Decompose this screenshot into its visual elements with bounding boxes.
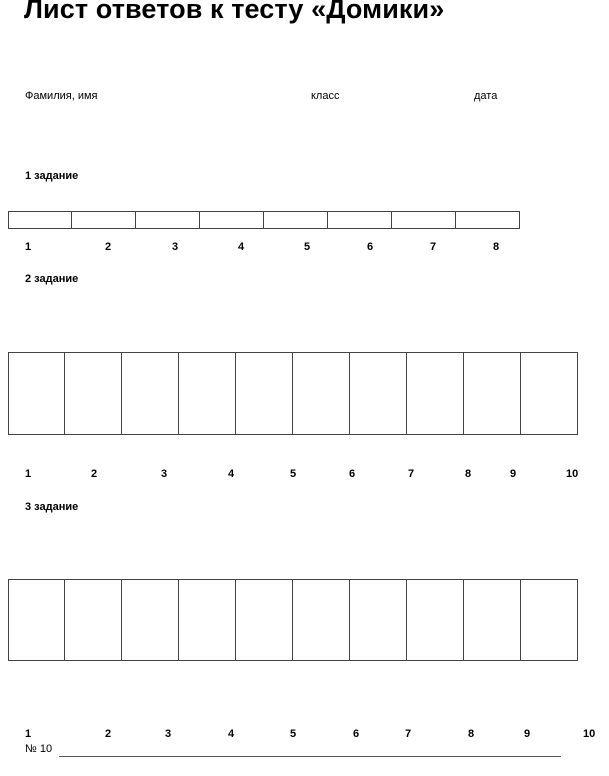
task-3-number: 10 — [583, 728, 596, 740]
page-title: Лист ответов к тесту «Домики» — [24, 0, 445, 24]
task-2-number: 7 — [408, 468, 415, 480]
task-3-number: 9 — [524, 728, 531, 740]
task-2-number: 6 — [349, 468, 356, 480]
task-2-number: 4 — [228, 468, 235, 480]
task-1-number: 6 — [367, 241, 374, 253]
task-2-number: 2 — [91, 468, 98, 480]
task-2-answer-box[interactable] — [235, 352, 293, 435]
task-3-number: 1 — [25, 728, 32, 740]
task-3-number: 7 — [405, 728, 412, 740]
task-2-number: 5 — [290, 468, 297, 480]
task-2-answer-box[interactable] — [406, 352, 464, 435]
task-3-answer-box[interactable] — [178, 579, 236, 661]
task-1-title: 1 задание — [25, 170, 79, 182]
task-1-answer-box[interactable] — [8, 211, 72, 229]
task-3-number: 3 — [165, 728, 172, 740]
task-1-answer-box[interactable] — [327, 211, 392, 229]
task-1-answer-box[interactable] — [199, 211, 264, 229]
task-2-answer-box[interactable] — [8, 352, 65, 435]
task-2-title: 2 задание — [25, 273, 79, 285]
task-2-answer-box[interactable] — [121, 352, 179, 435]
task-3-title: 3 задание — [25, 501, 79, 513]
task-2-answer-box[interactable] — [178, 352, 236, 435]
task-3-answer-row — [8, 579, 578, 661]
task-3-answer-box[interactable] — [349, 579, 407, 661]
task-1-number: 2 — [105, 241, 112, 253]
class-field-label: класс — [311, 90, 340, 102]
task-2-answer-box[interactable] — [349, 352, 407, 435]
task-3-number: 5 — [290, 728, 297, 740]
task-1-number: 7 — [430, 241, 437, 253]
task-2-number: 1 — [25, 468, 32, 480]
task-3-number: 6 — [353, 728, 360, 740]
task-2-answer-box[interactable] — [520, 352, 578, 435]
task-1-answer-box[interactable] — [71, 211, 136, 229]
task-3-answer-box[interactable] — [8, 579, 65, 661]
task-3-answer-box[interactable] — [235, 579, 293, 661]
task-2-number: 9 — [510, 468, 517, 480]
task-2-answer-box[interactable] — [292, 352, 350, 435]
task-1-number: 4 — [238, 241, 245, 253]
note-underline[interactable] — [59, 756, 561, 757]
task-3-answer-box[interactable] — [121, 579, 179, 661]
note-label: № 10 — [25, 743, 53, 755]
task-2-number: 10 — [566, 468, 579, 480]
task-3-answer-box[interactable] — [463, 579, 521, 661]
task-2-number: 3 — [161, 468, 168, 480]
task-3-number: 2 — [105, 728, 112, 740]
name-field-label: Фамилия, имя — [25, 90, 98, 102]
task-3-answer-box[interactable] — [292, 579, 350, 661]
task-3-number: 8 — [468, 728, 475, 740]
task-3-number: 4 — [228, 728, 235, 740]
task-3-answer-box[interactable] — [406, 579, 464, 661]
task-1-answer-row — [8, 211, 520, 229]
task-2-answer-box[interactable] — [463, 352, 521, 435]
task-2-number: 8 — [465, 468, 472, 480]
task-1-number: 3 — [172, 241, 179, 253]
task-3-answer-box[interactable] — [64, 579, 122, 661]
task-1-number: 1 — [25, 241, 32, 253]
task-1-answer-box[interactable] — [391, 211, 456, 229]
task-3-answer-box[interactable] — [520, 579, 578, 661]
task-1-number: 8 — [493, 241, 500, 253]
task-1-answer-box[interactable] — [455, 211, 520, 229]
task-2-answer-row — [8, 352, 578, 435]
task-1-answer-box[interactable] — [135, 211, 200, 229]
task-2-answer-box[interactable] — [64, 352, 122, 435]
date-field-label: дата — [474, 90, 498, 102]
task-1-number: 5 — [304, 241, 311, 253]
task-1-answer-box[interactable] — [263, 211, 328, 229]
